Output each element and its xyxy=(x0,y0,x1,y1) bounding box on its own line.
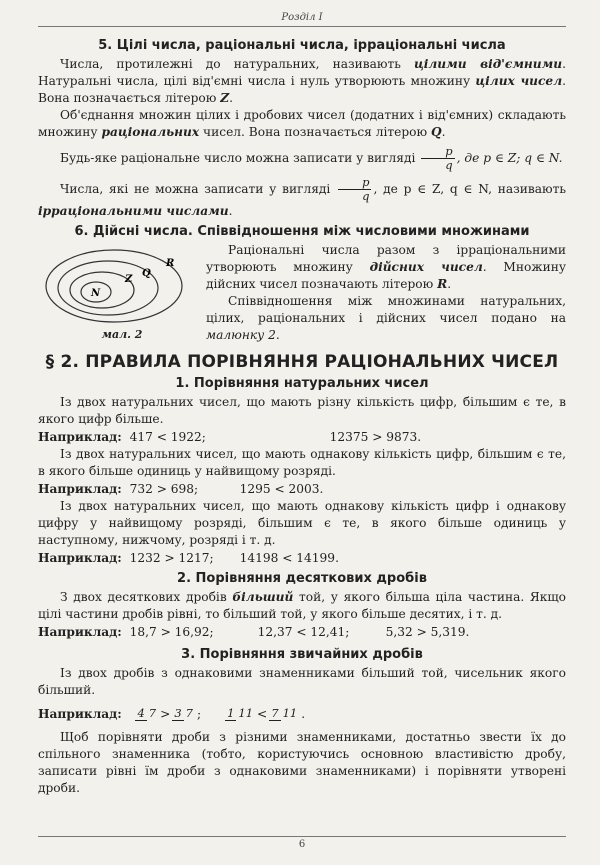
numerator: p xyxy=(338,176,371,190)
denominator: 11 xyxy=(238,706,254,720)
term-real: дійсних чисел xyxy=(369,260,483,274)
denominator: q xyxy=(362,189,370,203)
example-value: 18,7 > 16,92; xyxy=(129,625,214,639)
fraction xyxy=(225,707,255,721)
denominator: 11 xyxy=(282,706,298,720)
example-value: 5,32 > 5,319. xyxy=(385,625,470,639)
numerator: 3 xyxy=(174,706,182,720)
term-integers: цілих чисел xyxy=(475,74,563,88)
text: . xyxy=(229,91,233,105)
example-1 xyxy=(38,428,566,446)
s6-paragraph-2 xyxy=(206,293,566,344)
subsection-2-heading: 2. Порівняння десяткових дробів xyxy=(177,571,427,586)
text: той, у якого більша ціла частина. Якщо цілі частини дробів рівні, то більший той, у якого більше десятих, і т. д. xyxy=(38,590,566,621)
label-n: N xyxy=(91,288,101,299)
text: . Вона позначається літерою xyxy=(38,74,566,105)
label-q: Q xyxy=(142,268,151,279)
numerator: 7 xyxy=(271,706,279,720)
label-r: R xyxy=(166,258,175,269)
denominator: 7 xyxy=(148,706,157,720)
example-label: Наприклад: xyxy=(38,551,122,565)
text: . xyxy=(275,328,280,342)
separator: ; xyxy=(196,707,202,721)
figure-2 xyxy=(38,242,206,341)
page-content xyxy=(38,38,566,797)
text: З двох десяткових дробів xyxy=(60,590,233,604)
figure-caption: мал. 2 xyxy=(101,328,143,341)
rule-1: Із двох натуральних чисел, що мають різну кількість цифр, більшим є те, в якого цифр більше. xyxy=(38,395,566,426)
section-6-heading: 6. Дійсні числа. Співвідношення між числовими множинами xyxy=(74,224,530,239)
text: , де p ∈ Z, q ∈ N, називають xyxy=(373,182,566,196)
example-value: 14198 < 14199. xyxy=(239,551,339,565)
example-2 xyxy=(38,480,566,498)
example-3 xyxy=(38,549,566,567)
running-head: Розділ I xyxy=(38,10,566,27)
text: Будь-яке раціональне число можна записати у вигляді xyxy=(60,151,420,165)
denominator: q xyxy=(445,158,453,172)
page-number: 6 xyxy=(38,836,566,850)
text: Об'єднання множин цілих і дробових чисел (додатних і від'ємних) складають множину xyxy=(38,108,566,139)
rule-4 xyxy=(38,589,566,623)
s5-paragraph-3 xyxy=(38,145,566,172)
figure-ref: малюнку 2 xyxy=(206,328,276,342)
subsection-1-heading: 1. Порівняння натуральних чисел xyxy=(175,376,429,391)
s5-paragraph-1 xyxy=(38,56,566,107)
rule-2: Із двох натуральних чисел, що мають однакову кількість цифр, більшим є те, в якого більше одиниць у найвищому розряді. xyxy=(38,447,566,478)
example-value: 1232 > 1217; xyxy=(129,551,214,565)
operator: < xyxy=(257,707,268,721)
fraction xyxy=(135,707,158,721)
example-label: Наприклад: xyxy=(38,625,122,639)
example-label: Наприклад: xyxy=(38,707,122,721)
numerator: 4 xyxy=(137,706,145,720)
sets-diagram xyxy=(38,242,204,326)
term-rational: раціональних xyxy=(101,125,200,139)
rule-6: Щоб порівняти дроби з різними знаменниками, достатньо звести їх до спільного знаменника (тобто, користуючись основною властивістю дробу, записати рівні їм дроби з однаковими знаменниками) і порівняти утворені дроби. xyxy=(38,730,566,795)
example-value: 732 > 698; xyxy=(129,482,199,496)
symbol-q: Q xyxy=(430,125,442,139)
symbol-r: R xyxy=(437,277,448,291)
condition: , де p ∈ Z; q ∈ N. xyxy=(456,151,563,165)
text: . Множину дійсних чисел позначають літерою xyxy=(206,260,566,291)
example-value: 417 < 1922; xyxy=(129,430,206,444)
example-value: 12,37 < 12,41; xyxy=(257,625,350,639)
rule-5: Із двох дробів з однаковими знаменниками більший той, чисельник якого більший. xyxy=(38,666,566,697)
fraction xyxy=(172,707,195,721)
example-value: 1295 < 2003. xyxy=(239,482,324,496)
example-value: 12375 > 9873. xyxy=(329,430,422,444)
example-label: Наприклад: xyxy=(38,482,122,496)
example-label: Наприклад: xyxy=(38,430,122,444)
text: . xyxy=(441,125,446,139)
text: . Натуральні числа, цілі від'ємні числа і нуль утворюють множину xyxy=(38,57,566,88)
text: Співвідношення між множинами натуральних, цілих, раціональних і дійсних чисел подано на xyxy=(206,294,566,325)
text: Числа, які не можна записати у вигляді xyxy=(60,182,337,196)
text: . xyxy=(228,204,233,218)
rule-3: Із двох натуральних чисел, що мають однакову кількість цифр і однакову цифру у найвищому розряді, більшим є те, в якого більше одиниць у наступному, нижчому, розряді і т. д. xyxy=(38,499,566,547)
denominator: 7 xyxy=(185,706,193,720)
example-4 xyxy=(38,623,566,641)
fraction xyxy=(269,707,299,721)
separator: . xyxy=(301,707,306,721)
text: Раціональні числа разом з ірраціональними утворюють множину xyxy=(206,243,566,274)
s5-paragraph-2 xyxy=(38,107,566,141)
term-greater: більший xyxy=(232,590,294,604)
numerator: p xyxy=(421,145,454,159)
s6-paragraph-1 xyxy=(206,242,566,293)
paragraph-2-heading: § 2. ПРАВИЛА ПОРІВНЯННЯ РАЦІОНАЛЬНИХ ЧИСЕЛ xyxy=(45,352,559,372)
label-z: Z xyxy=(125,274,133,285)
fraction-p-q xyxy=(421,145,454,172)
section-5-heading: 5. Цілі числа, раціональні числа, ірраціональні числа xyxy=(98,38,506,53)
example-5 xyxy=(38,705,566,723)
section-6-body xyxy=(38,242,566,344)
section-6-text xyxy=(206,242,566,344)
subsection-3-heading: 3. Порівняння звичайних дробів xyxy=(181,647,423,662)
numerator: 1 xyxy=(227,706,235,720)
text: . xyxy=(447,277,452,291)
fraction-p-q xyxy=(338,176,371,203)
term-irrational: ірраціональними числами xyxy=(38,204,229,218)
operator: > xyxy=(160,707,171,721)
symbol-z: Z xyxy=(220,91,230,105)
s5-paragraph-4 xyxy=(38,176,566,220)
text: чисел. Вона позначається літерою xyxy=(199,125,431,139)
text: Числа, протилежні до натуральних, називають xyxy=(60,57,414,71)
term-integers-negative: цілими від'ємними xyxy=(413,57,563,71)
